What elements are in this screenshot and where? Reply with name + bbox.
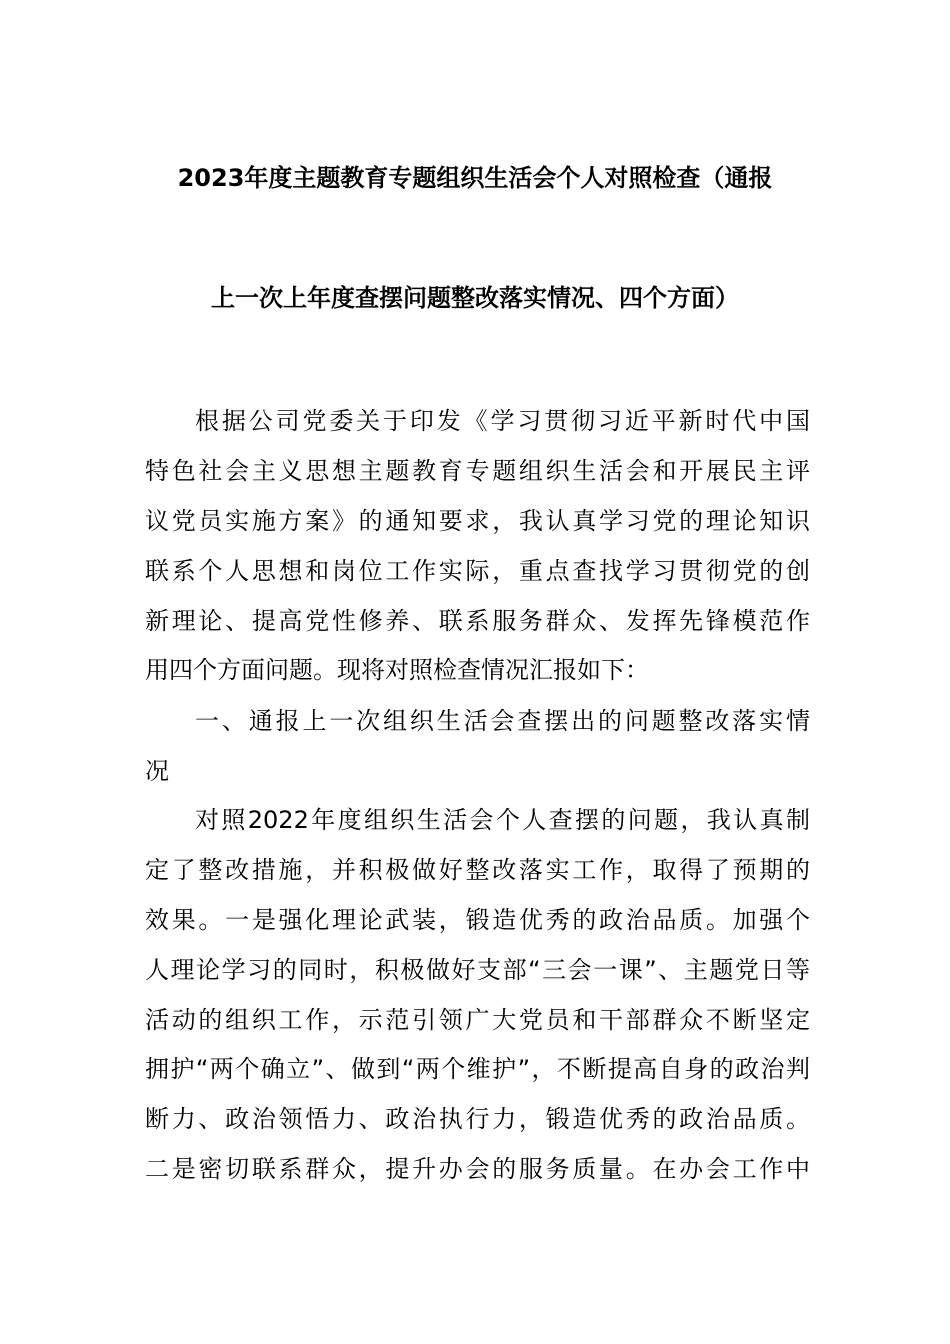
paragraph-line: 断力、政治领悟力、政治执行力，锻造优秀的政治品质。 bbox=[145, 1105, 810, 1133]
paragraph-line: 根据公司党委关于印发《学习贯彻习近平新时代中国 bbox=[195, 407, 810, 435]
paragraph-line: 活动的组织工作，示范引领广大党员和干部群众不断坚定 bbox=[145, 1006, 810, 1034]
paragraph-line: 联系个人思想和岗位工作实际，重点查找学习贯彻党的创 bbox=[145, 557, 810, 585]
document-title-line-2: 上一次上年度查摆问题整改落实情况、四个方面） bbox=[211, 284, 739, 312]
section-heading-line: 况 bbox=[145, 757, 169, 785]
paragraph-line: 效果。一是强化理论武装，锻造优秀的政治品质。加强个 bbox=[145, 906, 810, 934]
paragraph-line: 新理论、提高党性修养、联系服务群众、发挥先锋模范作 bbox=[145, 607, 810, 635]
paragraph-line: 对照2022年度组织生活会个人查摆的问题，我认真制 bbox=[195, 806, 810, 834]
paragraph-line: 用四个方面问题。现将对照检查情况汇报如下： bbox=[145, 656, 649, 684]
paragraph-line: 人理论学习的同时，积极做好支部“三会一课”、主题党日等 bbox=[145, 956, 810, 984]
paragraph-line: 议党员实施方案》的通知要求，我认真学习党的理论知识 bbox=[145, 507, 810, 535]
paragraph-line: 二是密切联系群众，提升办会的服务质量。在办会工作中 bbox=[145, 1155, 810, 1183]
section-heading-line: 一、通报上一次组织生活会查摆出的问题整改落实情 bbox=[195, 707, 810, 735]
paragraph-line: 特色社会主义思想主题教育专题组织生活会和开展民主评 bbox=[145, 457, 810, 485]
paragraph-line: 拥护“两个确立”、做到“两个维护”，不断提高自身的政治判 bbox=[145, 1055, 810, 1083]
document-title-line-1: 2023年度主题教育专题组织生活会个人对照检查（通报 bbox=[177, 164, 773, 192]
paragraph-line: 定了整改措施，并积极做好整改落实工作，取得了预期的 bbox=[145, 856, 810, 884]
